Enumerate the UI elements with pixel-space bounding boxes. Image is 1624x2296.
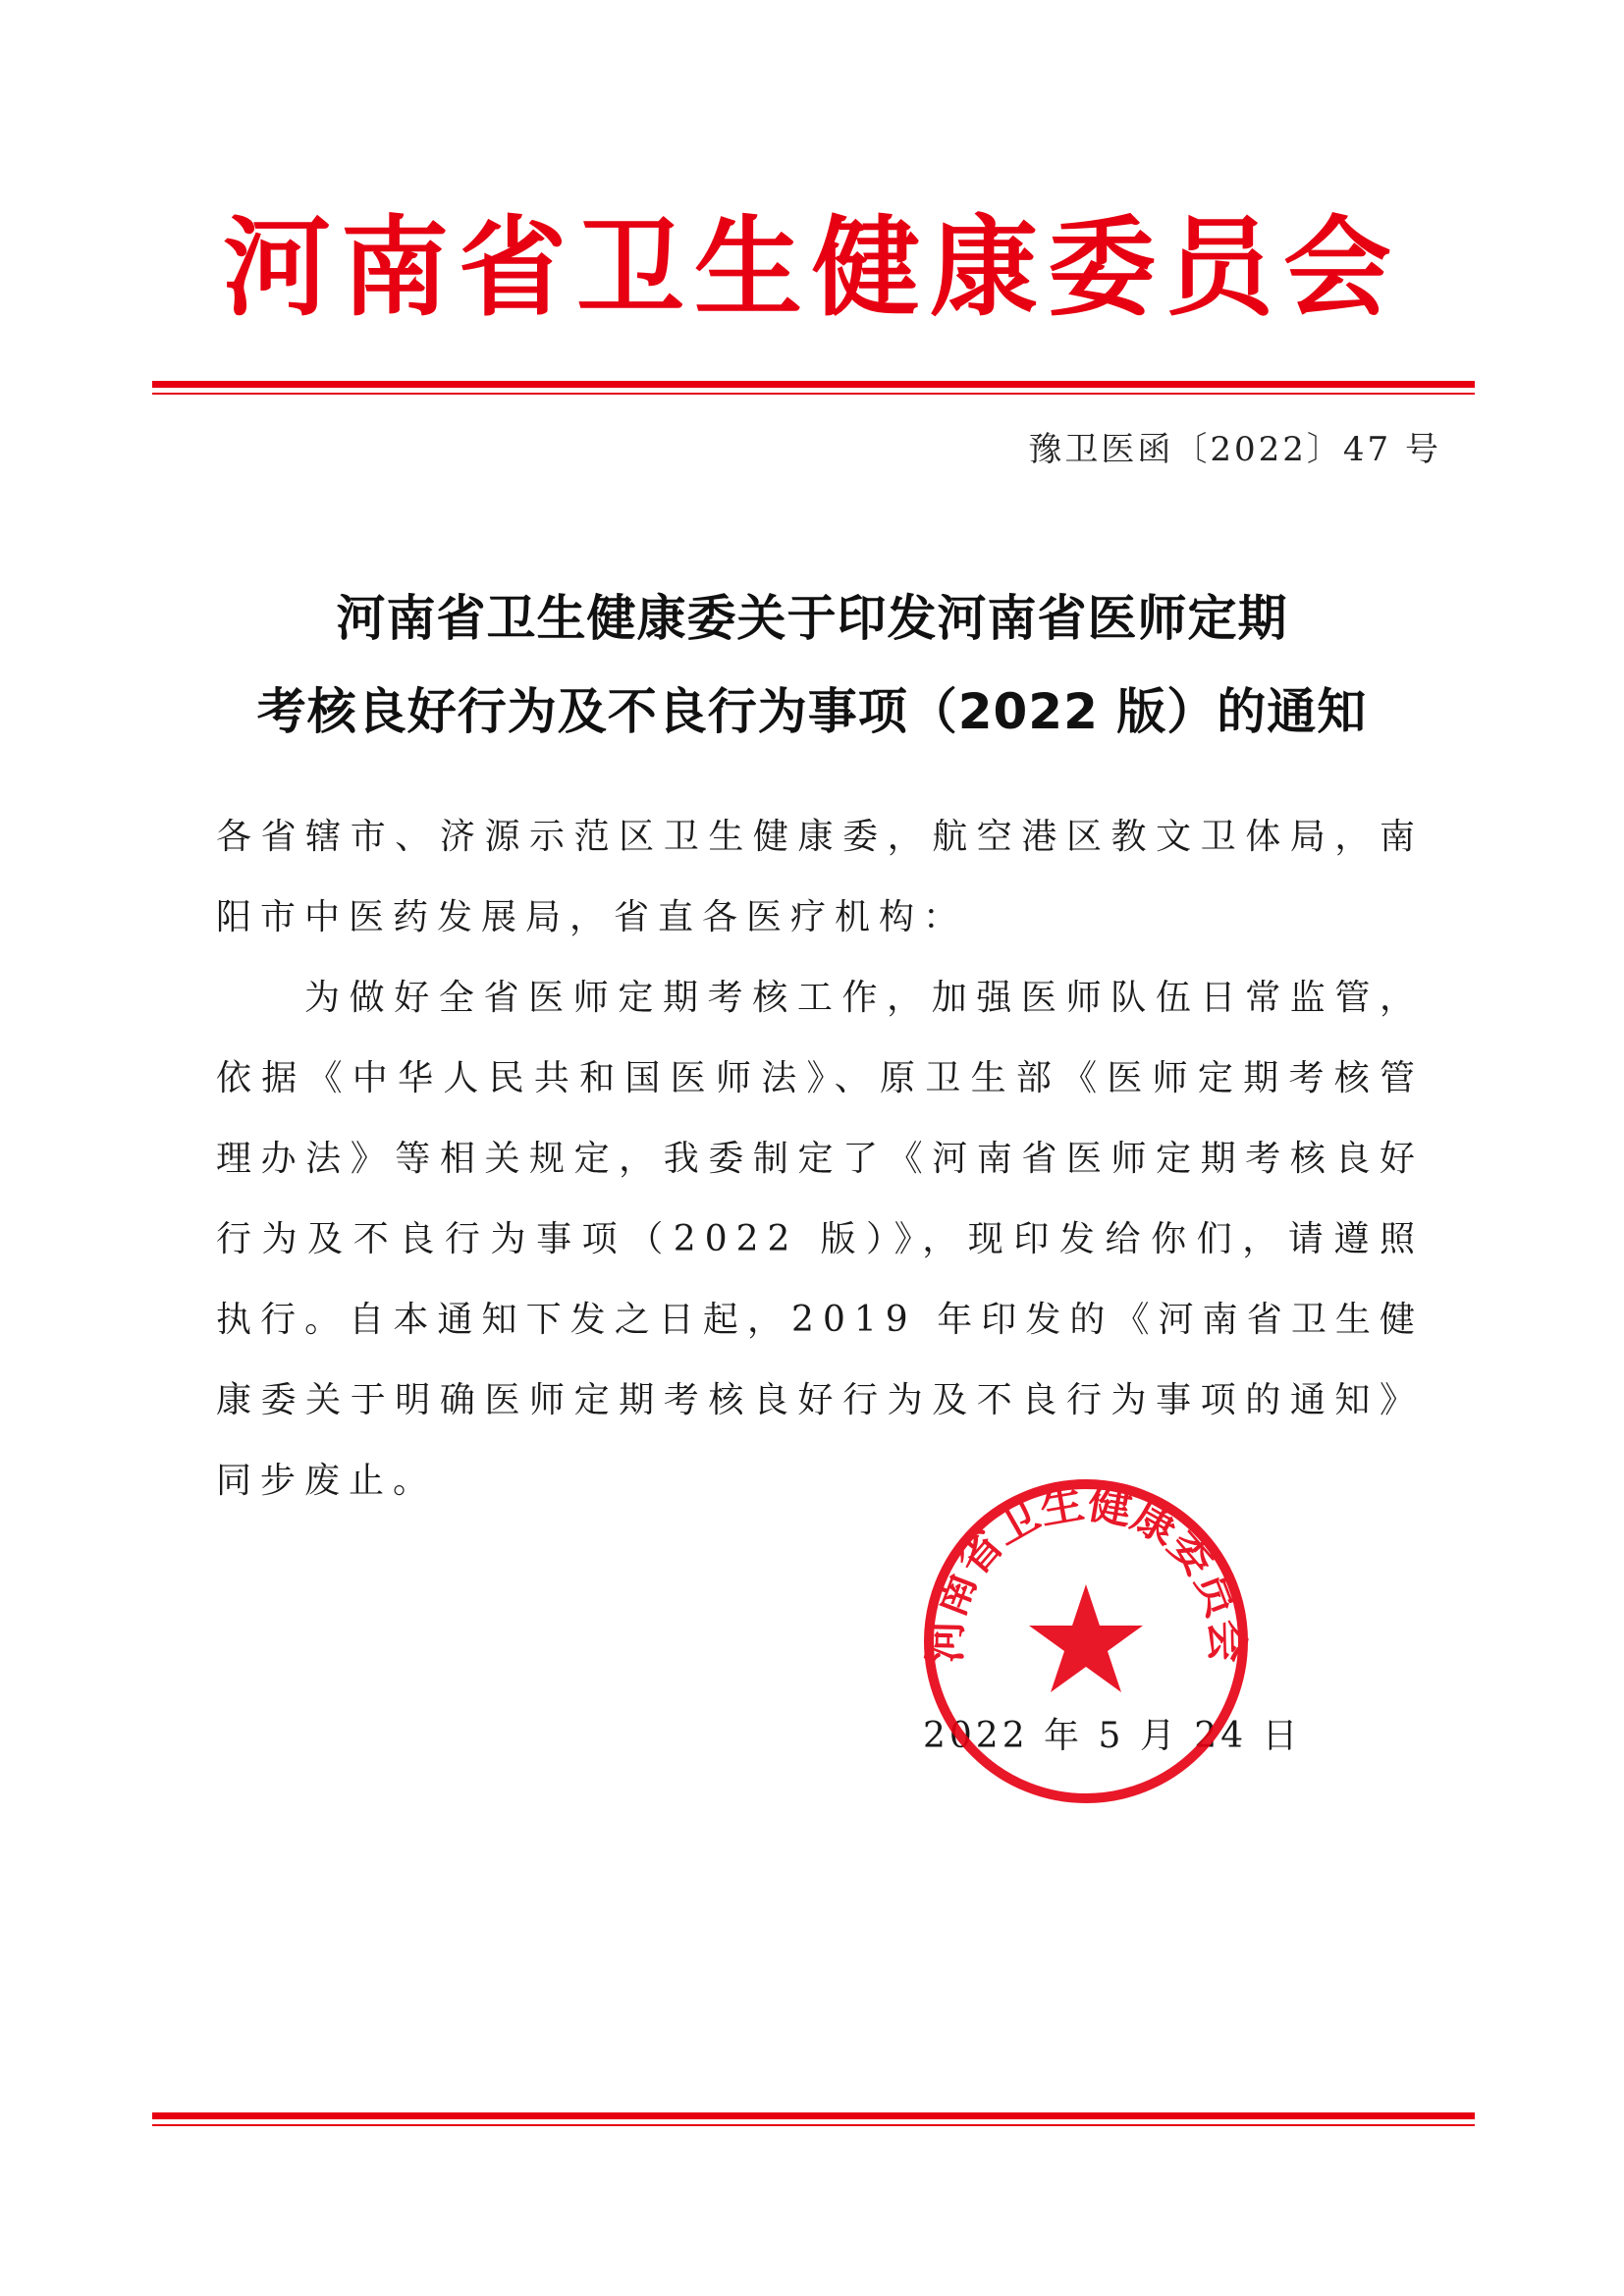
signing-date: 2022 年 5 月 24 日	[923, 1716, 1302, 1756]
official-seal-stamp	[919, 1474, 1253, 1808]
document-title-line-1: 河南省卫生健康委关于印发河南省医师定期	[336, 590, 1288, 647]
footer-rule-thick	[152, 2112, 1475, 2119]
document-number: 豫卫医函〔2022〕47 号	[1028, 430, 1441, 469]
body-paragraph: 为做好全省医师定期考核工作，加强医师队伍日常监管，依据《中华人民共和国医师法》、原卫生部《医师定期考核管理办法》等相关规定，我委制定了《河南省医师定期考核良好行为及不良行为事项（2022 版）》，现印发给你们，请遵照执行。自本通知下发之日起，2019 年印发的《河南省卫生健康委关于明确医师定期考核良好行为及不良行为事项的通知》同步废止。	[216, 978, 1424, 1501]
document-title-line-2: 考核良好行为及不良行为事项（2022 版）的通知	[256, 683, 1368, 740]
header-rule-thick	[152, 381, 1475, 388]
recipients-paragraph: 各省辖市、济源示范区卫生健康委，航空港区教文卫体局，南阳市中医药发展局，省直各医疗机构：	[216, 817, 1424, 937]
header-rule-thin	[152, 393, 1475, 395]
footer-rule-thin	[152, 2124, 1475, 2126]
seal-star-icon	[1029, 1584, 1143, 1692]
issuing-authority-header: 河南省卫生健康委员会	[223, 205, 1401, 331]
seal-text: 河南省卫生健康委员会	[920, 1477, 1252, 1664]
